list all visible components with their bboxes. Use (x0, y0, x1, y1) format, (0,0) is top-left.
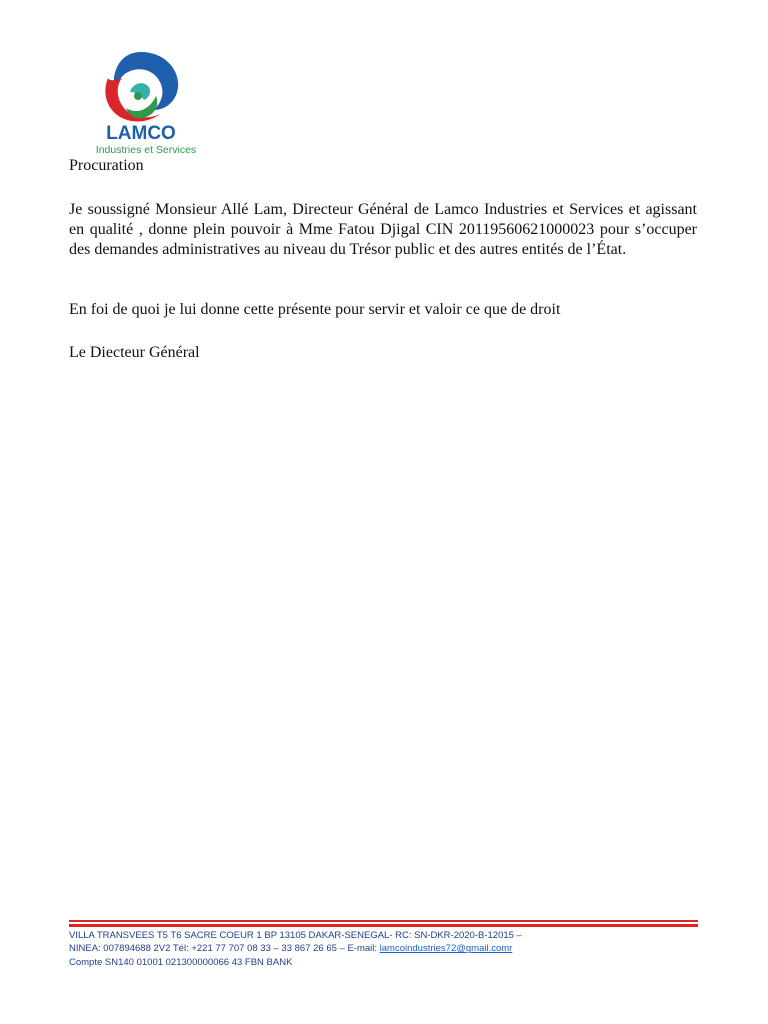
body-paragraph-2: En foi de quoi je lui donne cette présente pour servir et valoir ce que de droit (69, 301, 561, 318)
footer-email-link[interactable]: lamcoindustries72@gmail.comr (379, 943, 513, 955)
footer (69, 929, 709, 969)
company-logo (70, 40, 212, 158)
footer-account-line: Compte SN140 01001 021300000066 43 FBN BANK (69, 956, 293, 968)
signature-line: Le Diecteur Général (69, 344, 200, 361)
footer-address-line: VILLA TRANSVEES T5 T6 SACRE COEUR 1 BP 13105 DAKAR-SENEGAL- RC: SN-DKR-2020-B-12015 – (69, 930, 522, 941)
lamco-logo-graphic (70, 40, 212, 158)
footer-contact-text: NINEA: 007894688 2V2 Tél: +221 77 707 08 33 – 33 867 26 65 – E-mail: (69, 943, 380, 955)
body-paragraph-1: Je soussigné Monsieur Allé Lam, Directeur Général de Lamco Industries et Services et agissant en qualité , donne plein pouvoir à Mme Fatou Djigal CIN 20119560621000023 pour s’occuper des demandes administratives au niveau du Trésor public et des autres entités de l’État. (69, 201, 697, 258)
document-title: Procuration (69, 157, 144, 174)
footer-contact-line (69, 942, 709, 955)
logo-tagline-text: Industries et Services (95, 144, 197, 156)
footer-rule-bottom (69, 924, 698, 927)
footer-rule-top (69, 920, 698, 922)
logo-brand-text: LAMCO (106, 123, 176, 144)
